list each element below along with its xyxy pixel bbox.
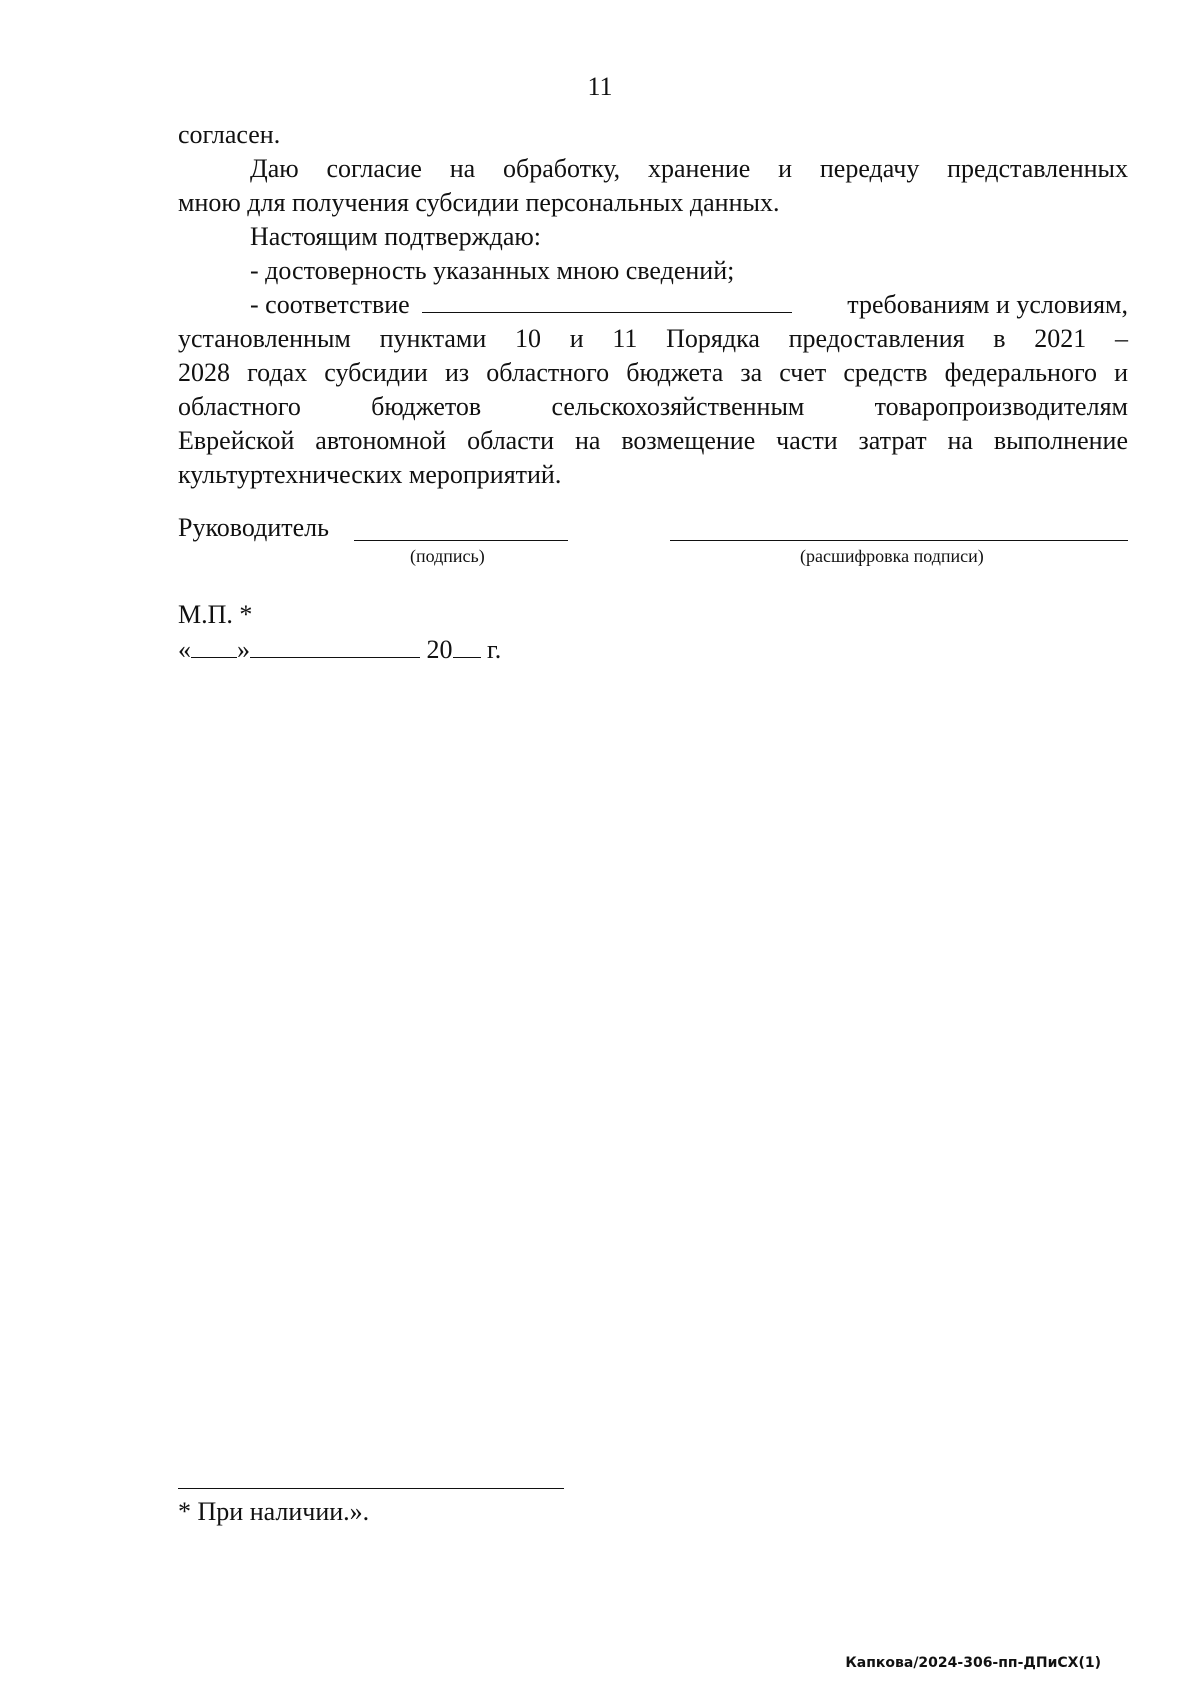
footnote: * При наличии.». xyxy=(178,1497,370,1526)
date-open-quote: « xyxy=(178,635,191,664)
page-number: 11 xyxy=(587,72,613,101)
consent-paragraph-line: мною для получения субсидии персональных данных. xyxy=(178,188,780,217)
document-body xyxy=(178,118,1128,492)
continuation-line: культуртехнических мероприятий. xyxy=(178,460,562,489)
footnote-divider xyxy=(178,1488,564,1489)
head-label: Руководитель xyxy=(178,513,329,542)
signature-line[interactable] xyxy=(354,539,568,541)
year-prefix: 20 xyxy=(426,635,453,664)
document-id: Капкова/2024-306-пп-ДПиСХ(1) xyxy=(845,1655,1101,1671)
signature-caption: (подпись) xyxy=(410,546,485,566)
month-blank[interactable] xyxy=(250,635,420,658)
confirm-intro: Настоящим подтверждаю: xyxy=(250,222,542,251)
confirm-item-2 xyxy=(178,288,1128,322)
confirm-item-2-end: требованиям и условиям, xyxy=(847,290,1128,319)
date-line xyxy=(178,635,501,665)
day-blank[interactable] xyxy=(191,635,237,658)
paragraph-line: согласен. xyxy=(178,120,281,149)
organization-name-blank[interactable] xyxy=(422,290,792,313)
year-suffix: г. xyxy=(487,635,502,664)
confirm-item-2-start: - соответствие xyxy=(250,290,410,319)
confirm-item-1: - достоверность указанных мною сведений; xyxy=(250,256,735,285)
consent-paragraph-line: Даю согласие на обработку, хранение и передачу представленных xyxy=(250,154,1128,183)
date-close-quote: » xyxy=(237,635,250,664)
signature-decoding-line[interactable] xyxy=(670,539,1128,541)
continuation-line: Еврейской автономной области на возмещение части затрат на выполнение xyxy=(178,426,1128,455)
continuation-line: установленным пунктами 10 и 11 Порядка предоставления в 2021 – xyxy=(178,324,1128,353)
continuation-line: областного бюджетов сельскохозяйственным товаропроизводителям xyxy=(178,392,1128,421)
year-blank[interactable] xyxy=(453,635,481,658)
signature-decoding-caption: (расшифровка подписи) xyxy=(800,546,984,566)
stamp-placeholder: М.П. * xyxy=(178,600,253,629)
continuation-line: 2028 годах субсидии из областного бюджета за счет средств федерального и xyxy=(178,358,1128,387)
